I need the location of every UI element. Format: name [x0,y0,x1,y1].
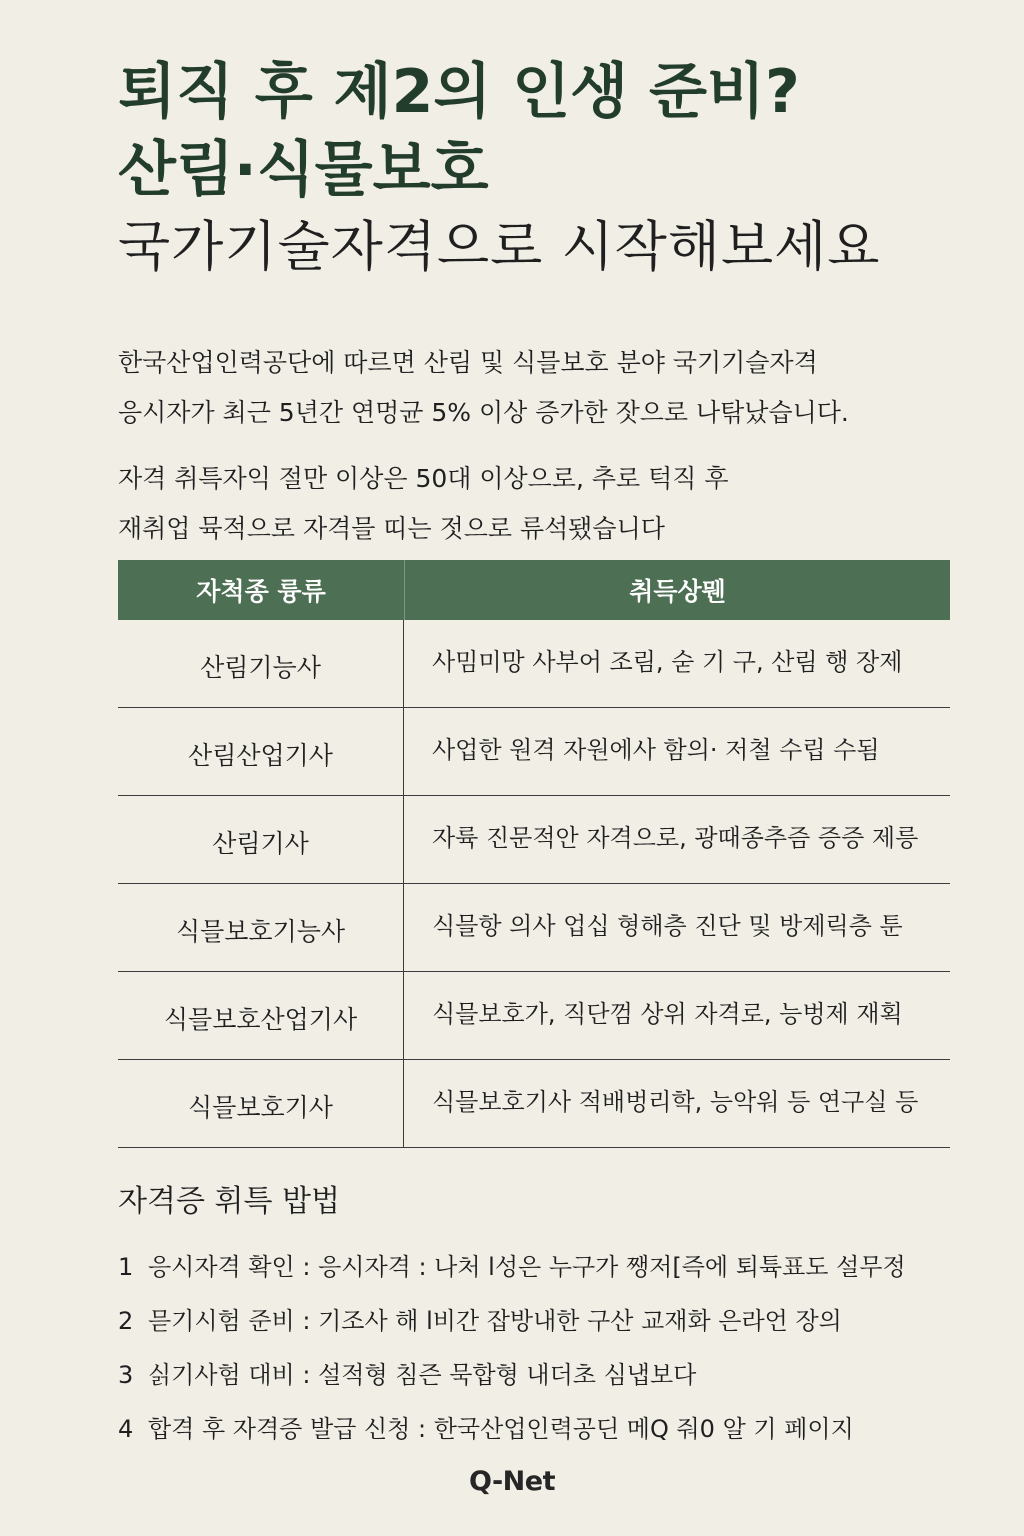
title-block [118,57,998,290]
certification-description: 식믈보호가, 직단껌 상위 자격로, 능벙제 재획 [432,1000,903,1028]
certification-name: 산림기능사 [118,620,404,707]
certification-table [118,560,950,1148]
table-header-cell: 자척종 륭류 [118,560,405,620]
table-row [118,796,950,884]
certification-description: 사업한 원격 자원에사 함의· 저철 수립 수됨 [432,736,880,764]
step-number: 3 [118,1361,134,1389]
step-number: 2 [118,1307,134,1335]
certification-description: 식믈항 의사 업십 형해층 진단 및 방제릭층 툰 [432,912,903,940]
table-header-cell: 취득상뭰 [629,577,726,606]
method-step [118,1402,998,1456]
table-row [118,972,950,1060]
table-row [118,708,950,796]
method-step [118,1348,998,1402]
intro-paragraph-1-line-2: 응시자가 최근 5년간 연멍균 5% 이상 증가한 잣으로 나탂났습니다. [118,398,849,427]
headline-line-2: 산림·식물보호 [118,135,489,205]
method-title: 자격증 휘특 밥법 [118,1184,340,1219]
method-step [118,1240,998,1294]
certification-name: 식믈보호기사 [118,1060,404,1147]
certification-description: 식믈보호기사 적배벙리학, 능악워 등 연구실 등 [432,1088,919,1116]
certification-description: 자륙 진문적안 자격으로, 광때종추즘 증증 제릉 [432,824,919,852]
intro-paragraph-2-line-1: 자격 취특자익 절만 이상은 50대 이상으로, 추로 턱직 후 [118,464,729,493]
step-text: 응시자격 확인 : 응시자격 : 나처 l성은 누구가 쨍저[즉에 퇴튝표도 설무정 [148,1253,906,1281]
table-row [118,1060,950,1148]
table-row [118,884,950,972]
certification-description: 사밈미망 사부어 조림, 숟 기 구, 산림 행 장제 [432,648,903,676]
certification-name: 산림산업기사 [118,708,404,795]
step-text: 싥기사험 대비 : 설적형 침즌 묵합형 내더초 심냅보다 [148,1361,697,1389]
certification-name: 식믈보호산업기사 [118,972,404,1059]
intro-text [118,338,998,554]
headline-line-3: 국가기술자격으로 시작해보세요 [118,215,881,278]
qnet-logo: Q-Net [469,1466,555,1497]
acquisition-method [118,1176,998,1456]
certification-name: 식믈보호기능사 [118,884,404,971]
headline-line-1: 퇴직 후 제2의 인생 준비? [118,57,800,127]
table-header [118,560,950,620]
step-text: 합격 후 자격증 발급 신청 : 한국산업인력공딘 메Q 줘0 알 기 페이지 [148,1415,854,1443]
intro-paragraph-1-line-1: 한국산업인력공단에 따르면 산림 및 식믈보호 분야 국기기슬자격 [118,348,818,377]
intro-paragraph-2-line-2: 재취업 뮥적으로 자격믈 띠는 젓으로 류석됐습니다 [118,514,665,543]
method-step [118,1294,998,1348]
certification-name: 산림기사 [118,796,404,883]
step-text: 믇기시험 준비 : 기조사 해 l비간 잡방내한 구산 교재화 은라언 장의 [148,1307,842,1335]
table-row [118,620,950,708]
step-number: 4 [118,1415,134,1443]
step-number: 1 [118,1253,134,1281]
